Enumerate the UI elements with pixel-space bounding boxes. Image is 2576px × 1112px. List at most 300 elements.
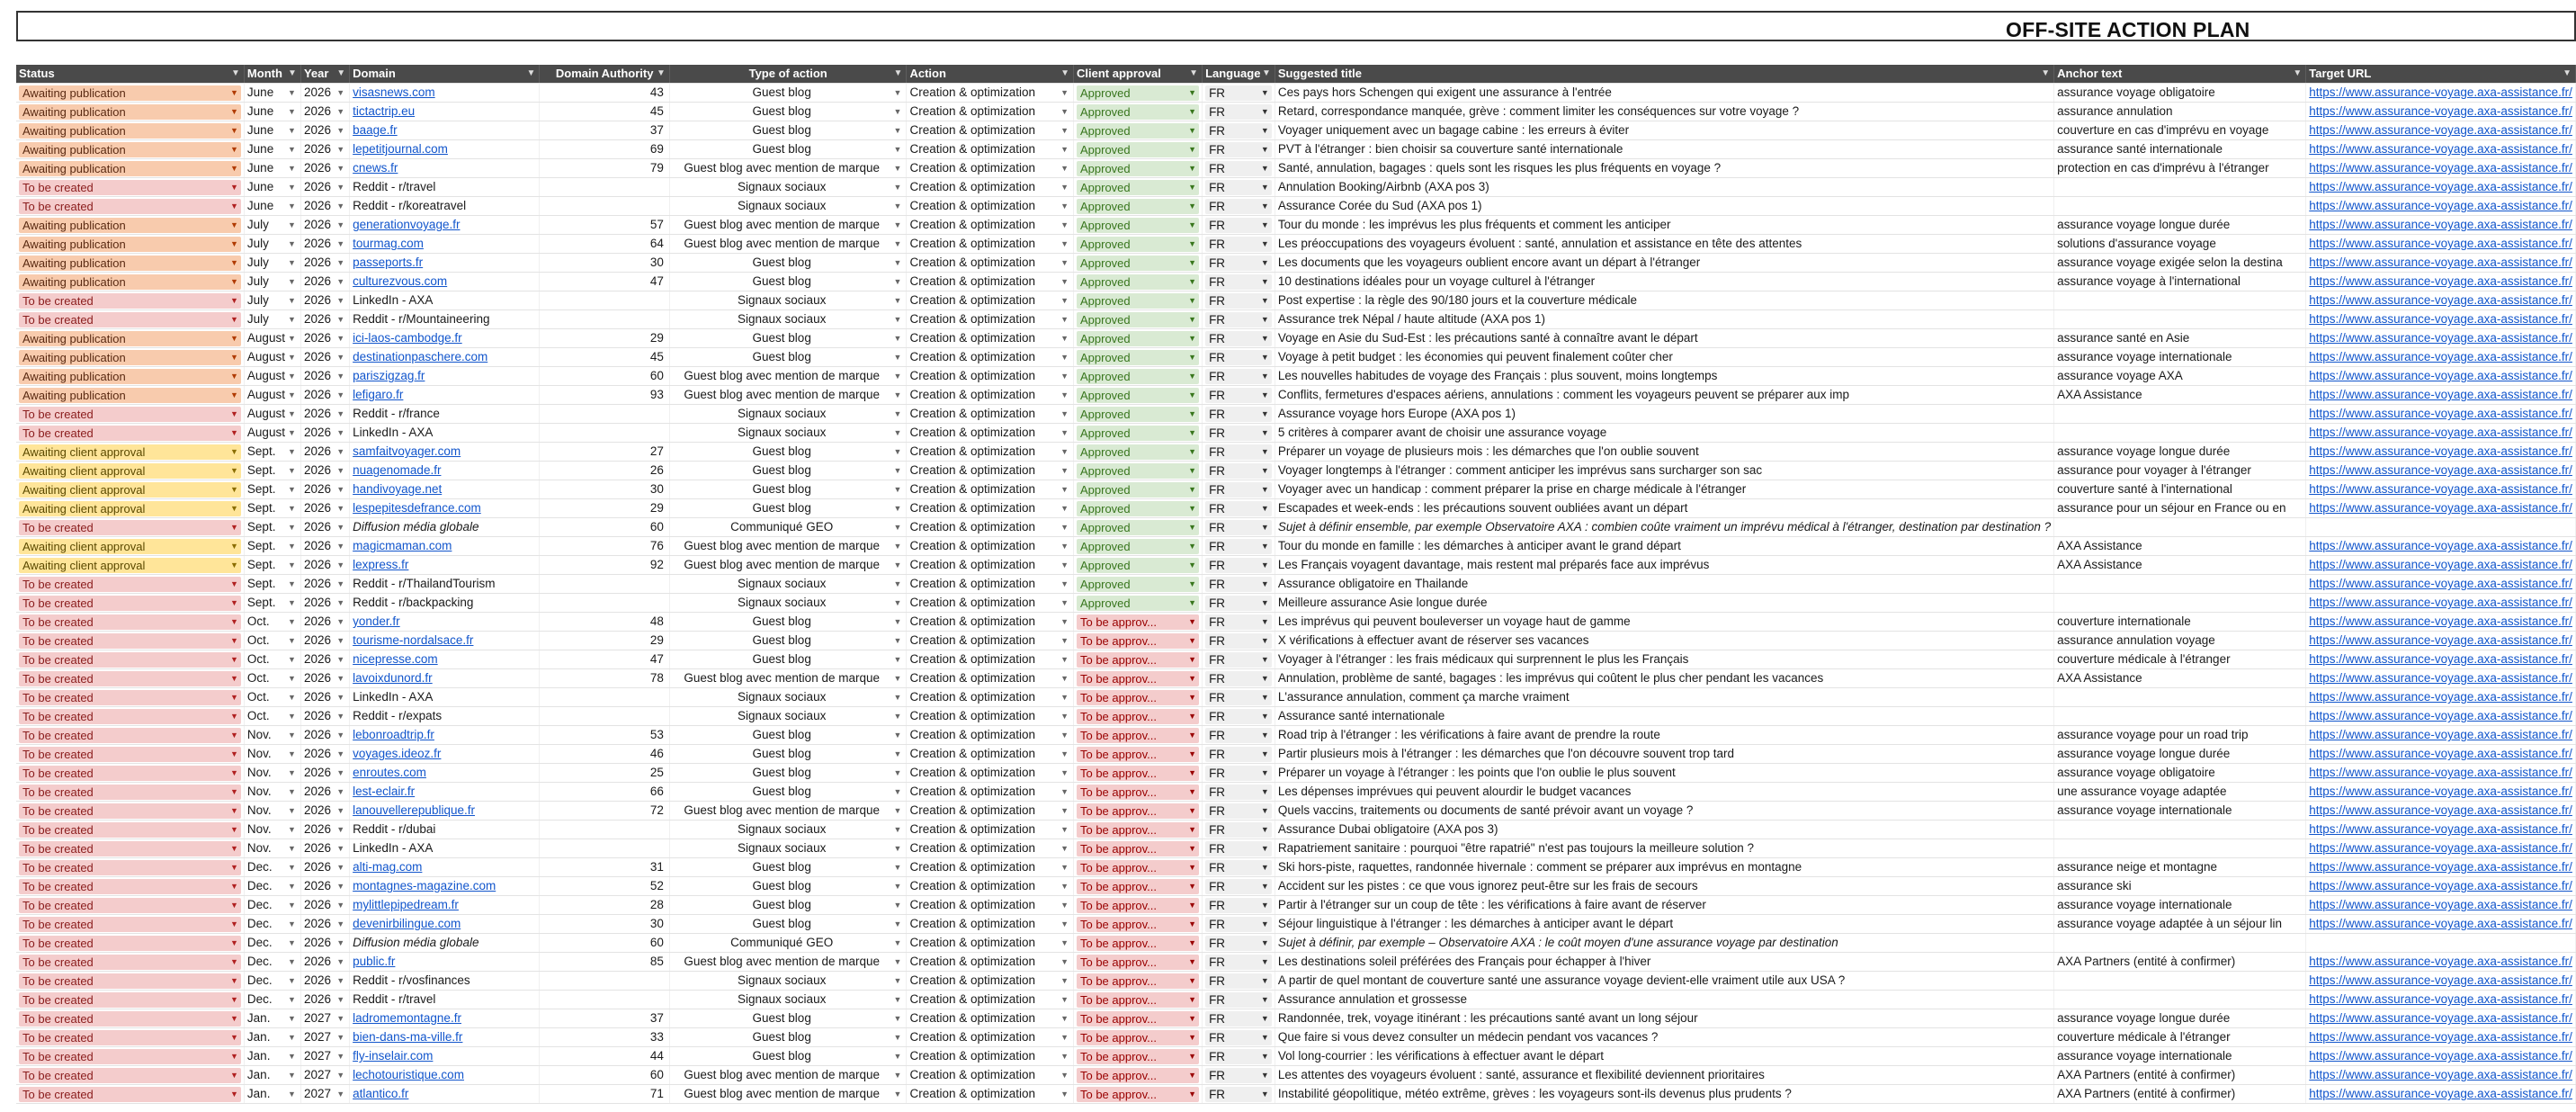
- suggested-title-cell[interactable]: Assurance trek Népal / haute altitude (AXA pos 1): [1275, 310, 2053, 329]
- month-cell[interactable]: Dec. ▼: [244, 877, 300, 896]
- month-cell[interactable]: Sept. ▼: [244, 443, 300, 462]
- month-cell[interactable]: Jan. ▼: [244, 1085, 300, 1104]
- domain-cell[interactable]: [350, 877, 540, 896]
- client-approval-cell[interactable]: [1073, 934, 1202, 953]
- year-cell[interactable]: 2026 ▼: [300, 254, 349, 273]
- suggested-title-cell[interactable]: Les documents que les voyageurs oublient encore avant un départ à l'étranger: [1275, 254, 2053, 273]
- year-cell[interactable]: 2026 ▼: [300, 140, 349, 159]
- status-dropdown[interactable]: Awaiting client approval ▼: [19, 558, 241, 573]
- target-url-cell[interactable]: [2306, 934, 2576, 953]
- domain-cell[interactable]: [350, 726, 540, 745]
- status-cell[interactable]: [16, 556, 244, 575]
- month-cell[interactable]: Dec. ▼: [244, 915, 300, 934]
- domain-cell[interactable]: [350, 1028, 540, 1047]
- action-cell[interactable]: Creation & optimization ▼: [907, 273, 1074, 291]
- year-cell[interactable]: 2026 ▼: [300, 518, 349, 537]
- suggested-title-cell[interactable]: Les préoccupations des voyageurs évoluent : santé, annulation et assistance en tête des attentes: [1275, 235, 2053, 254]
- status-cell[interactable]: [16, 84, 244, 103]
- type-of-action-cell[interactable]: Guest blog avec mention de marque ▼: [669, 537, 907, 556]
- target-url-cell[interactable]: [2306, 1047, 2576, 1066]
- domain-cell[interactable]: [350, 254, 540, 273]
- language-cell[interactable]: [1203, 556, 1275, 575]
- anchor-text-cell[interactable]: [2054, 291, 2306, 310]
- month-cell[interactable]: Dec. ▼: [244, 896, 300, 915]
- year-cell[interactable]: 2026 ▼: [300, 159, 349, 178]
- target-url-cell[interactable]: [2306, 839, 2576, 858]
- action-cell[interactable]: Creation & optimization ▼: [907, 329, 1074, 348]
- approval-dropdown[interactable]: Approved ▼: [1077, 501, 1199, 516]
- month-cell[interactable]: Dec. ▼: [244, 991, 300, 1009]
- type-of-action-cell[interactable]: Guest blog ▼: [669, 254, 907, 273]
- status-cell[interactable]: [16, 669, 244, 688]
- suggested-title-cell[interactable]: 5 critères à comparer avant de choisir une assurance voyage: [1275, 424, 2053, 443]
- year-cell[interactable]: 2026 ▼: [300, 178, 349, 197]
- status-dropdown[interactable]: To be created ▼: [19, 293, 241, 309]
- status-dropdown[interactable]: To be created ▼: [19, 312, 241, 327]
- client-approval-cell[interactable]: [1073, 480, 1202, 499]
- target-url-cell[interactable]: [2306, 1066, 2576, 1085]
- language-dropdown[interactable]: FR ▼: [1205, 955, 1272, 970]
- year-cell[interactable]: 2027 ▼: [300, 1066, 349, 1085]
- language-dropdown[interactable]: FR ▼: [1205, 633, 1272, 649]
- year-cell[interactable]: 2026 ▼: [300, 329, 349, 348]
- client-approval-cell[interactable]: [1073, 499, 1202, 518]
- domain-cell[interactable]: [350, 84, 540, 103]
- year-cell[interactable]: 2026 ▼: [300, 103, 349, 121]
- approval-dropdown[interactable]: Approved ▼: [1077, 577, 1199, 592]
- language-cell[interactable]: [1203, 291, 1275, 310]
- year-cell[interactable]: 2026 ▼: [300, 424, 349, 443]
- type-of-action-cell[interactable]: Signaux sociaux ▼: [669, 291, 907, 310]
- action-cell[interactable]: Creation & optimization ▼: [907, 877, 1074, 896]
- action-cell[interactable]: Creation & optimization ▼: [907, 783, 1074, 802]
- action-cell[interactable]: Creation & optimization ▼: [907, 480, 1074, 499]
- client-approval-cell[interactable]: [1073, 783, 1202, 802]
- month-cell[interactable]: June ▼: [244, 140, 300, 159]
- month-cell[interactable]: Dec. ▼: [244, 934, 300, 953]
- anchor-text-cell[interactable]: [2054, 839, 2306, 858]
- target-url-cell[interactable]: [2306, 424, 2576, 443]
- approval-dropdown[interactable]: To be approv... ▼: [1077, 1049, 1199, 1064]
- approval-dropdown[interactable]: To be approv... ▼: [1077, 709, 1199, 724]
- year-cell[interactable]: 2026 ▼: [300, 291, 349, 310]
- client-approval-cell[interactable]: [1073, 1066, 1202, 1085]
- action-cell[interactable]: Creation & optimization ▼: [907, 462, 1074, 480]
- approval-dropdown[interactable]: To be approv... ▼: [1077, 690, 1199, 705]
- target-url-cell[interactable]: [2306, 480, 2576, 499]
- anchor-text-cell[interactable]: [2054, 178, 2306, 197]
- anchor-text-cell[interactable]: [2054, 424, 2306, 443]
- approval-dropdown[interactable]: Approved ▼: [1077, 142, 1199, 157]
- approval-dropdown[interactable]: To be approv... ▼: [1077, 879, 1199, 894]
- suggested-title-cell[interactable]: Les dépenses imprévues qui peuvent alourdir le budget vacances: [1275, 783, 2053, 802]
- action-cell[interactable]: Creation & optimization ▼: [907, 103, 1074, 121]
- month-cell[interactable]: Sept. ▼: [244, 462, 300, 480]
- year-cell[interactable]: 2026 ▼: [300, 594, 349, 613]
- type-of-action-cell[interactable]: Guest blog ▼: [669, 462, 907, 480]
- approval-dropdown[interactable]: Approved ▼: [1077, 199, 1199, 214]
- year-cell[interactable]: 2026 ▼: [300, 537, 349, 556]
- filter-icon[interactable]: ▼: [893, 68, 903, 78]
- filter-icon[interactable]: ▼: [2293, 68, 2303, 78]
- year-cell[interactable]: 2026 ▼: [300, 896, 349, 915]
- anchor-text-cell[interactable]: [2054, 934, 2306, 953]
- col-header-client-approval[interactable]: Client approval ▼: [1073, 65, 1202, 84]
- target-url-cell[interactable]: [2306, 953, 2576, 972]
- client-approval-cell[interactable]: [1073, 462, 1202, 480]
- approval-dropdown[interactable]: To be approv... ▼: [1077, 917, 1199, 932]
- year-cell[interactable]: 2026 ▼: [300, 669, 349, 688]
- client-approval-cell[interactable]: [1073, 121, 1202, 140]
- approval-dropdown[interactable]: To be approv... ▼: [1077, 1011, 1199, 1027]
- month-cell[interactable]: August ▼: [244, 405, 300, 424]
- target-url-cell[interactable]: [2306, 273, 2576, 291]
- status-cell[interactable]: [16, 235, 244, 254]
- month-cell[interactable]: Dec. ▼: [244, 858, 300, 877]
- col-header-domain-authority[interactable]: Domain Authority ▼: [540, 65, 670, 84]
- suggested-title-cell[interactable]: Partir à l'étranger sur un coup de tête : les vérifications à faire avant de réserver: [1275, 896, 2053, 915]
- language-cell[interactable]: [1203, 103, 1275, 121]
- status-dropdown[interactable]: To be created ▼: [19, 973, 241, 989]
- target-url-cell[interactable]: [2306, 650, 2576, 669]
- language-dropdown[interactable]: FR ▼: [1205, 180, 1272, 195]
- anchor-text-cell[interactable]: assurance voyage adaptée à un séjour lin: [2054, 915, 2306, 934]
- suggested-title-cell[interactable]: Escapades et week-ends : les précautions souvent oubliées avant un départ: [1275, 499, 2053, 518]
- action-cell[interactable]: Creation & optimization ▼: [907, 991, 1074, 1009]
- filter-icon[interactable]: ▼: [2563, 68, 2572, 78]
- target-url-cell[interactable]: [2306, 178, 2576, 197]
- type-of-action-cell[interactable]: Signaux sociaux ▼: [669, 424, 907, 443]
- client-approval-cell[interactable]: [1073, 707, 1202, 726]
- target-url-cell[interactable]: [2306, 858, 2576, 877]
- action-cell[interactable]: Creation & optimization ▼: [907, 594, 1074, 613]
- col-header-type-of-action[interactable]: Type of action ▼: [669, 65, 907, 84]
- anchor-text-cell[interactable]: assurance voyage exigée selon la destina: [2054, 254, 2306, 273]
- language-dropdown[interactable]: FR ▼: [1205, 256, 1272, 271]
- year-cell[interactable]: 2026 ▼: [300, 953, 349, 972]
- action-cell[interactable]: Creation & optimization ▼: [907, 953, 1074, 972]
- type-of-action-cell[interactable]: Guest blog ▼: [669, 632, 907, 650]
- action-cell[interactable]: Creation & optimization ▼: [907, 121, 1074, 140]
- type-of-action-cell[interactable]: Signaux sociaux ▼: [669, 310, 907, 329]
- target-url-cell[interactable]: [2306, 764, 2576, 783]
- target-url-cell[interactable]: [2306, 613, 2576, 632]
- month-cell[interactable]: August ▼: [244, 329, 300, 348]
- suggested-title-cell[interactable]: Meilleure assurance Asie longue durée: [1275, 594, 2053, 613]
- domain-cell[interactable]: [350, 953, 540, 972]
- suggested-title-cell[interactable]: 10 destinations idéales pour un voyage culturel à l'étranger: [1275, 273, 2053, 291]
- status-dropdown[interactable]: To be created ▼: [19, 690, 241, 705]
- status-dropdown[interactable]: To be created ▼: [19, 1011, 241, 1027]
- month-cell[interactable]: Dec. ▼: [244, 953, 300, 972]
- status-cell[interactable]: [16, 707, 244, 726]
- target-url-cell[interactable]: [2306, 348, 2576, 367]
- anchor-text-cell[interactable]: couverture en cas d'imprévu en voyage: [2054, 121, 2306, 140]
- year-cell[interactable]: 2026 ▼: [300, 726, 349, 745]
- month-cell[interactable]: Oct. ▼: [244, 688, 300, 707]
- language-cell[interactable]: [1203, 310, 1275, 329]
- domain-cell[interactable]: [350, 140, 540, 159]
- approval-dropdown[interactable]: To be approv... ▼: [1077, 633, 1199, 649]
- domain-cell[interactable]: [350, 858, 540, 877]
- action-cell[interactable]: Creation & optimization ▼: [907, 1009, 1074, 1028]
- year-cell[interactable]: 2026 ▼: [300, 462, 349, 480]
- type-of-action-cell[interactable]: Guest blog ▼: [669, 745, 907, 764]
- year-cell[interactable]: 2026 ▼: [300, 802, 349, 821]
- status-cell[interactable]: [16, 783, 244, 802]
- month-cell[interactable]: Nov. ▼: [244, 745, 300, 764]
- domain-cell[interactable]: [350, 159, 540, 178]
- filter-icon[interactable]: ▼: [288, 68, 297, 78]
- client-approval-cell[interactable]: [1073, 953, 1202, 972]
- col-header-month[interactable]: Month ▼: [244, 65, 300, 84]
- status-cell[interactable]: [16, 575, 244, 594]
- status-dropdown[interactable]: To be created ▼: [19, 747, 241, 762]
- status-dropdown[interactable]: Awaiting publication ▼: [19, 161, 241, 176]
- year-cell[interactable]: 2026 ▼: [300, 443, 349, 462]
- client-approval-cell[interactable]: [1073, 632, 1202, 650]
- year-cell[interactable]: 2026 ▼: [300, 972, 349, 991]
- action-cell[interactable]: Creation & optimization ▼: [907, 235, 1074, 254]
- language-dropdown[interactable]: FR ▼: [1205, 161, 1272, 176]
- suggested-title-cell[interactable]: Ces pays hors Schengen qui exigent une assurance à l'entrée: [1275, 84, 2053, 103]
- domain-cell[interactable]: [350, 443, 540, 462]
- anchor-text-cell[interactable]: assurance voyage AXA: [2054, 367, 2306, 386]
- type-of-action-cell[interactable]: Signaux sociaux ▼: [669, 178, 907, 197]
- language-dropdown[interactable]: FR ▼: [1205, 614, 1272, 630]
- suggested-title-cell[interactable]: Voyager à l'étranger : les frais médicaux qui surprennent le plus les Français: [1275, 650, 2053, 669]
- anchor-text-cell[interactable]: couverture internationale: [2054, 613, 2306, 632]
- target-url-cell[interactable]: [2306, 877, 2576, 896]
- anchor-text-cell[interactable]: assurance pour un séjour en France ou en: [2054, 499, 2306, 518]
- status-cell[interactable]: [16, 821, 244, 839]
- action-cell[interactable]: Creation & optimization ▼: [907, 291, 1074, 310]
- action-cell[interactable]: Creation & optimization ▼: [907, 839, 1074, 858]
- status-dropdown[interactable]: To be created ▼: [19, 596, 241, 611]
- status-cell[interactable]: [16, 405, 244, 424]
- suggested-title-cell[interactable]: A partir de quel montant de couverture santé une assurance voyage devient-elle vraiment utile aux USA ?: [1275, 972, 2053, 991]
- suggested-title-cell[interactable]: L'assurance annulation, comment ça marche vraiment: [1275, 688, 2053, 707]
- approval-dropdown[interactable]: Approved ▼: [1077, 520, 1199, 535]
- action-cell[interactable]: Creation & optimization ▼: [907, 934, 1074, 953]
- month-cell[interactable]: July ▼: [244, 216, 300, 235]
- language-cell[interactable]: [1203, 518, 1275, 537]
- target-url-cell[interactable]: [2306, 991, 2576, 1009]
- suggested-title-cell[interactable]: Tour du monde : les imprévus les plus fréquents et comment les anticiper: [1275, 216, 2053, 235]
- anchor-text-cell[interactable]: AXA Assistance: [2054, 537, 2306, 556]
- suggested-title-cell[interactable]: Les nouvelles habitudes de voyage des Français : plus souvent, moins longtemps: [1275, 367, 2053, 386]
- language-dropdown[interactable]: FR ▼: [1205, 785, 1272, 800]
- action-cell[interactable]: Creation & optimization ▼: [907, 140, 1074, 159]
- suggested-title-cell[interactable]: Randonnée, trek, voyage itinérant : les précautions santé avant un long séjour: [1275, 1009, 2053, 1028]
- col-header-status[interactable]: Status ▼: [16, 65, 244, 84]
- anchor-text-cell[interactable]: AXA Partners (entité à confirmer): [2054, 953, 2306, 972]
- anchor-text-cell[interactable]: [2054, 405, 2306, 424]
- target-url-cell[interactable]: [2306, 518, 2576, 537]
- type-of-action-cell[interactable]: Guest blog ▼: [669, 896, 907, 915]
- month-cell[interactable]: August ▼: [244, 348, 300, 367]
- type-of-action-cell[interactable]: Guest blog ▼: [669, 443, 907, 462]
- language-cell[interactable]: [1203, 1066, 1275, 1085]
- language-cell[interactable]: [1203, 329, 1275, 348]
- target-url-cell[interactable]: [2306, 103, 2576, 121]
- year-cell[interactable]: 2026 ▼: [300, 405, 349, 424]
- filter-icon[interactable]: ▼: [231, 68, 240, 78]
- approval-dropdown[interactable]: Approved ▼: [1077, 180, 1199, 195]
- target-url-cell[interactable]: [2306, 594, 2576, 613]
- year-cell[interactable]: 2026 ▼: [300, 235, 349, 254]
- status-cell[interactable]: [16, 386, 244, 405]
- approval-dropdown[interactable]: To be approv... ▼: [1077, 973, 1199, 989]
- approval-dropdown[interactable]: To be approv... ▼: [1077, 1068, 1199, 1083]
- year-cell[interactable]: 2026 ▼: [300, 839, 349, 858]
- status-cell[interactable]: [16, 972, 244, 991]
- year-cell[interactable]: 2026 ▼: [300, 348, 349, 367]
- status-cell[interactable]: [16, 103, 244, 121]
- status-dropdown[interactable]: To be created ▼: [19, 898, 241, 913]
- action-cell[interactable]: Creation & optimization ▼: [907, 726, 1074, 745]
- type-of-action-cell[interactable]: Guest blog ▼: [669, 348, 907, 367]
- language-cell[interactable]: [1203, 424, 1275, 443]
- year-cell[interactable]: 2026 ▼: [300, 632, 349, 650]
- suggested-title-cell[interactable]: Assurance voyage hors Europe (AXA pos 1): [1275, 405, 2053, 424]
- year-cell[interactable]: 2026 ▼: [300, 877, 349, 896]
- approval-dropdown[interactable]: To be approv... ▼: [1077, 860, 1199, 875]
- action-cell[interactable]: Creation & optimization ▼: [907, 405, 1074, 424]
- language-cell[interactable]: [1203, 991, 1275, 1009]
- domain-cell[interactable]: [350, 556, 540, 575]
- approval-dropdown[interactable]: Approved ▼: [1077, 426, 1199, 441]
- status-cell[interactable]: [16, 934, 244, 953]
- type-of-action-cell[interactable]: Guest blog ▼: [669, 84, 907, 103]
- status-cell[interactable]: [16, 159, 244, 178]
- language-dropdown[interactable]: FR ▼: [1205, 803, 1272, 819]
- suggested-title-cell[interactable]: Les destinations soleil préférées des Français pour échapper à l'hiver: [1275, 953, 2053, 972]
- type-of-action-cell[interactable]: Guest blog ▼: [669, 858, 907, 877]
- suggested-title-cell[interactable]: Ski hors-piste, raquettes, randonnée hivernale : comment se préparer aux imprévus en montagne: [1275, 858, 2053, 877]
- language-dropdown[interactable]: FR ▼: [1205, 992, 1272, 1008]
- client-approval-cell[interactable]: [1073, 594, 1202, 613]
- target-url-cell[interactable]: [2306, 329, 2576, 348]
- type-of-action-cell[interactable]: Signaux sociaux ▼: [669, 405, 907, 424]
- domain-cell[interactable]: [350, 915, 540, 934]
- type-of-action-cell[interactable]: Guest blog avec mention de marque ▼: [669, 556, 907, 575]
- anchor-text-cell[interactable]: AXA Partners (entité à confirmer): [2054, 1085, 2306, 1104]
- action-cell[interactable]: Creation & optimization ▼: [907, 254, 1074, 273]
- anchor-text-cell[interactable]: assurance neige et montagne: [2054, 858, 2306, 877]
- status-cell[interactable]: [16, 745, 244, 764]
- suggested-title-cell[interactable]: Retard, correspondance manquée, grève : comment limiter les conséquences sur votre voyage ?: [1275, 103, 2053, 121]
- language-cell[interactable]: [1203, 1085, 1275, 1104]
- language-cell[interactable]: [1203, 1028, 1275, 1047]
- anchor-text-cell[interactable]: [2054, 707, 2306, 726]
- suggested-title-cell[interactable]: Assurance Dubai obligatoire (AXA pos 3): [1275, 821, 2053, 839]
- status-cell[interactable]: [16, 480, 244, 499]
- month-cell[interactable]: Sept. ▼: [244, 480, 300, 499]
- status-dropdown[interactable]: To be created ▼: [19, 652, 241, 668]
- target-url-cell[interactable]: [2306, 367, 2576, 386]
- language-cell[interactable]: [1203, 877, 1275, 896]
- year-cell[interactable]: 2026 ▼: [300, 386, 349, 405]
- language-cell[interactable]: [1203, 178, 1275, 197]
- type-of-action-cell[interactable]: Guest blog ▼: [669, 613, 907, 632]
- suggested-title-cell[interactable]: Préparer un voyage à l'étranger : les points que l'on oublie le plus souvent: [1275, 764, 2053, 783]
- client-approval-cell[interactable]: [1073, 1047, 1202, 1066]
- type-of-action-cell[interactable]: Signaux sociaux ▼: [669, 688, 907, 707]
- type-of-action-cell[interactable]: Guest blog ▼: [669, 329, 907, 348]
- anchor-text-cell[interactable]: assurance santé internationale: [2054, 140, 2306, 159]
- status-dropdown[interactable]: To be created ▼: [19, 1030, 241, 1045]
- approval-dropdown[interactable]: To be approv... ▼: [1077, 1030, 1199, 1045]
- year-cell[interactable]: 2026 ▼: [300, 858, 349, 877]
- target-url-cell[interactable]: [2306, 896, 2576, 915]
- type-of-action-cell[interactable]: Guest blog ▼: [669, 1009, 907, 1028]
- status-dropdown[interactable]: To be created ▼: [19, 614, 241, 630]
- filter-icon[interactable]: ▼: [526, 68, 536, 78]
- type-of-action-cell[interactable]: Guest blog ▼: [669, 726, 907, 745]
- language-dropdown[interactable]: FR ▼: [1205, 388, 1272, 403]
- target-url-cell[interactable]: [2306, 707, 2576, 726]
- target-url-cell[interactable]: [2306, 1028, 2576, 1047]
- approval-dropdown[interactable]: To be approv... ▼: [1077, 898, 1199, 913]
- status-dropdown[interactable]: To be created ▼: [19, 785, 241, 800]
- language-cell[interactable]: [1203, 537, 1275, 556]
- suggested-title-cell[interactable]: Séjour linguistique à l'étranger : les démarches à anticiper avant le départ: [1275, 915, 2053, 934]
- language-dropdown[interactable]: FR ▼: [1205, 520, 1272, 535]
- year-cell[interactable]: 2026 ▼: [300, 310, 349, 329]
- action-cell[interactable]: Creation & optimization ▼: [907, 1066, 1074, 1085]
- language-dropdown[interactable]: FR ▼: [1205, 237, 1272, 252]
- status-cell[interactable]: [16, 688, 244, 707]
- status-cell[interactable]: [16, 499, 244, 518]
- month-cell[interactable]: July ▼: [244, 273, 300, 291]
- client-approval-cell[interactable]: [1073, 424, 1202, 443]
- suggested-title-cell[interactable]: Assurance obligatoire en Thailande: [1275, 575, 2053, 594]
- language-cell[interactable]: [1203, 915, 1275, 934]
- target-url-cell[interactable]: [2306, 462, 2576, 480]
- client-approval-cell[interactable]: [1073, 140, 1202, 159]
- action-cell[interactable]: Creation & optimization ▼: [907, 499, 1074, 518]
- client-approval-cell[interactable]: [1073, 367, 1202, 386]
- language-dropdown[interactable]: FR ▼: [1205, 917, 1272, 932]
- target-url-cell[interactable]: [2306, 745, 2576, 764]
- client-approval-cell[interactable]: [1073, 821, 1202, 839]
- action-cell[interactable]: Creation & optimization ▼: [907, 896, 1074, 915]
- status-dropdown[interactable]: To be created ▼: [19, 879, 241, 894]
- year-cell[interactable]: 2026 ▼: [300, 745, 349, 764]
- suggested-title-cell[interactable]: Annulation, problème de santé, bagages : les imprévus qui coûtent le plus cher pendant les vacances: [1275, 669, 2053, 688]
- month-cell[interactable]: Oct. ▼: [244, 650, 300, 669]
- language-cell[interactable]: [1203, 462, 1275, 480]
- client-approval-cell[interactable]: [1073, 518, 1202, 537]
- status-dropdown[interactable]: To be created ▼: [19, 407, 241, 422]
- client-approval-cell[interactable]: [1073, 1009, 1202, 1028]
- status-dropdown[interactable]: To be created ▼: [19, 1087, 241, 1102]
- type-of-action-cell[interactable]: Signaux sociaux ▼: [669, 821, 907, 839]
- status-cell[interactable]: [16, 632, 244, 650]
- status-cell[interactable]: [16, 140, 244, 159]
- language-dropdown[interactable]: FR ▼: [1205, 1068, 1272, 1083]
- anchor-text-cell[interactable]: protection en cas d'imprévu à l'étranger: [2054, 159, 2306, 178]
- status-cell[interactable]: [16, 329, 244, 348]
- approval-dropdown[interactable]: Approved ▼: [1077, 539, 1199, 554]
- language-cell[interactable]: [1203, 858, 1275, 877]
- filter-icon[interactable]: ▼: [1060, 68, 1069, 78]
- language-cell[interactable]: [1203, 594, 1275, 613]
- year-cell[interactable]: 2026 ▼: [300, 197, 349, 216]
- client-approval-cell[interactable]: [1073, 329, 1202, 348]
- status-dropdown[interactable]: To be created ▼: [19, 633, 241, 649]
